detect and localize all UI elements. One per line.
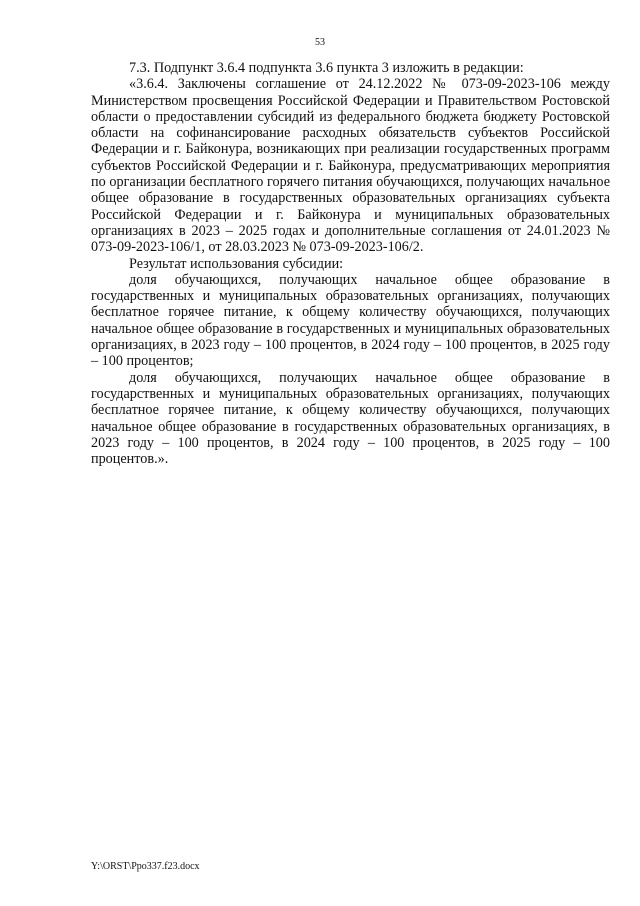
paragraph-amendment-intro: 7.3. Подпункт 3.6.4 подпункта 3.6 пункта 3 изложить в редакции: [129, 60, 524, 76]
paragraph-result-indicator-1: доля обучающихся, получающих начальное общее образование в государственных и муниципальных образовательных организациях, получающих бесплатное горячее питание, к общему количеству обучающихся, получающих начальное общее образование в государственных и муниципальных образовательных организациях, в 2023 году – 100 процентов, в 2024 году – 100 процентов, в 2025 году – 100 процентов; [91, 271, 610, 370]
paragraph-agreement: «3.6.4. Заключены соглашение от 24.12.2022 № 073-09-2023-106 между Министерством просвещения Российской Федерации и Правительством Ростовской области о предоставлении субсидий из федерального бюджета бюджету Ростовской области на софинансирование расходных обязательств субъектов Российской Федерации и г. Байконура, возникающих при реализации государственных программ субъектов Российской Федерации и г. Байконура, предусматривающих мероприятия по организации бесплатного горячего питания обучающихся, получающих начальное общее образование в государственных образовательных организациях субъекта Российской Федерации и г. Байконура и муниципальных образовательных организациях в 2023 – 2025 годах и дополнительные соглашения от 24.01.2023 № 073-09-2023-106/1, от 28.03.2023 № 073-09-2023-106/2. [91, 76, 610, 256]
document-body [91, 60, 610, 467]
page-number: 53 [315, 37, 325, 48]
paragraph-result-indicator-2: доля обучающихся, получающих начальное общее образование в государственных и муниципальных образовательных организациях, получающих бесплатное горячее питание, к общему количеству обучающихся, получающих начальное общее образование в государственных образовательных организациях, в 2023 году – 100 процентов, в 2024 году – 100 процентов, в 2025 году – 100 процентов.». [91, 369, 610, 468]
paragraph-subsidy-result-heading: Результат использования субсидии: [129, 255, 344, 272]
footer-file-path: Y:\ORST\Ppo337.f23.docx [91, 861, 200, 872]
